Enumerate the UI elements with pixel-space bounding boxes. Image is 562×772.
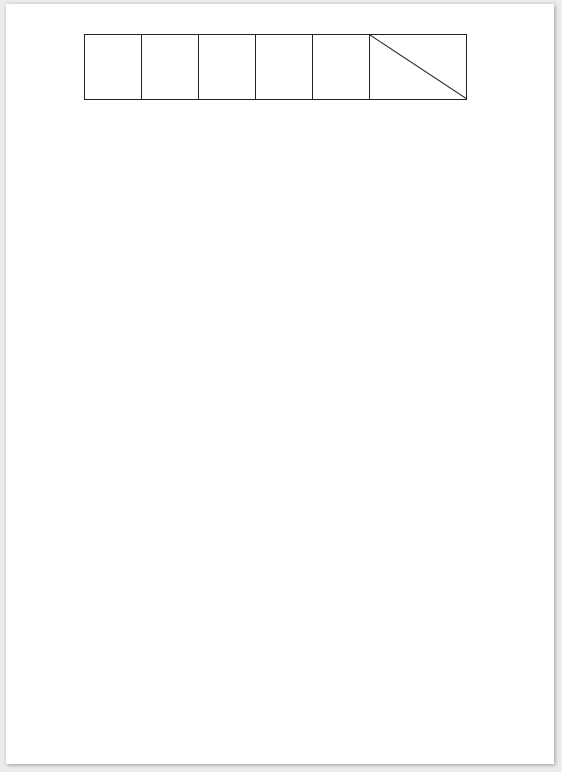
- day-header-thu: [142, 35, 199, 100]
- diagonal-line: [370, 35, 467, 99]
- schedule-page: [6, 4, 554, 764]
- corner-header: [370, 35, 467, 100]
- schedule-table: [84, 34, 467, 100]
- day-header-tue: [256, 35, 313, 100]
- day-header-wed: [199, 35, 256, 100]
- day-header-mon: [313, 35, 370, 100]
- day-header-fri: [85, 35, 142, 100]
